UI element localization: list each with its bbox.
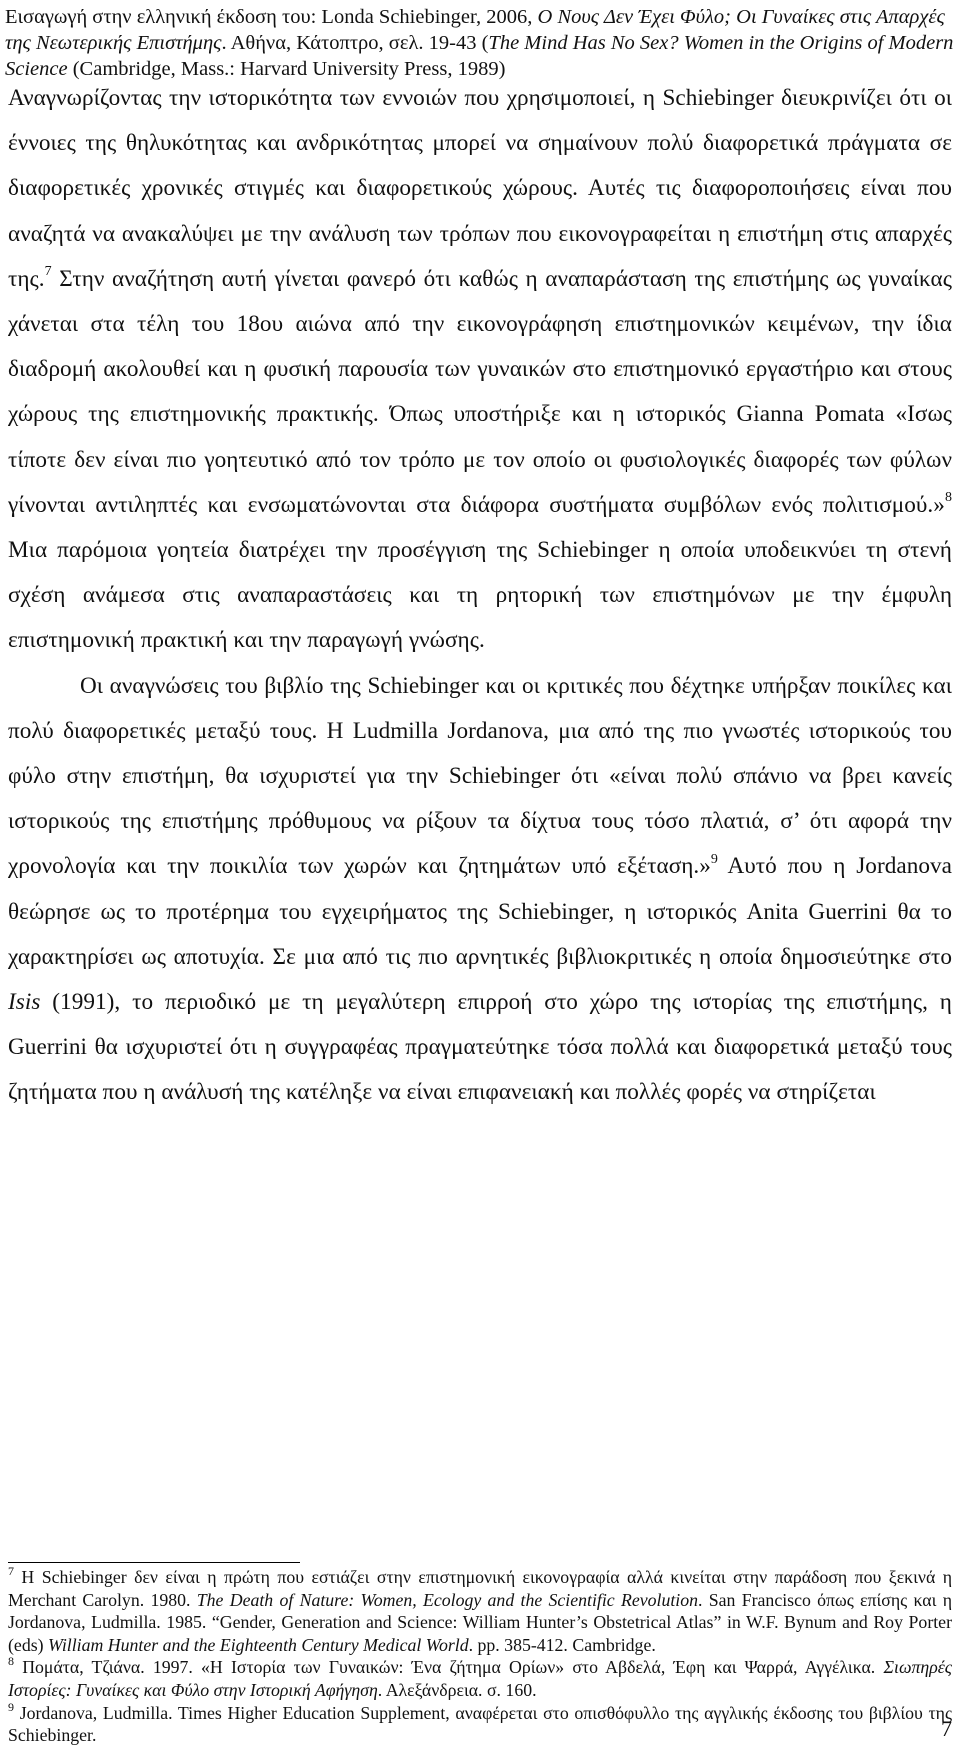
paragraph bbox=[8, 76, 952, 664]
footnote-title: The Death of Nature: Women, Ecology and the Scientific Revolution bbox=[196, 1589, 699, 1610]
footnote bbox=[8, 1656, 952, 1701]
paragraph-text: Αναγνωρίζοντας την ιστορικότητα των εννοιών που χρησιμοποιεί, η Schiebinger διευκρινίζει ότι οι έννοιες της θηλυκότητας και ανδρικότητας μπορεί να σημαίνουν πολύ διαφορετικά πράγματα σε διαφορετικές χρονικές στιγμές και διαφορετικούς χώρους. Αυτές τις διαφοροποιήσεις είναι που αναζητά να ανακαλύψει με την ανάλυση των τρόπων που εικονογραφείται η επιστήμη στις απαρχές της. bbox=[8, 85, 952, 292]
footnote-text: . San Francisco όπως επίσης και η Jordanova, Ludmilla. 1985. “Gender, Generation and Science: William Hunter’s Obstetrical Atlas” in W.F. Bynum and Roy Porter (eds) bbox=[8, 1589, 952, 1655]
header-english-title: The Mind Has No Sex? Women in the Origins of Modern Science bbox=[5, 32, 954, 80]
footnote-ref-8[interactable]: 8 bbox=[944, 490, 952, 506]
footnote-number: 7 bbox=[8, 1564, 14, 1579]
footnote-text: Πομάτα, Τζιάνα. 1997. «Η Ιστορία των Γυναικών: Ένα ζήτημα Ορίων» στο Αβδελά, Έφη και Ψαρρά, Αγγέλικα. bbox=[14, 1657, 884, 1678]
header-text: (Cambridge, Mass.: Harvard University Press, 1989) bbox=[67, 58, 506, 80]
paragraph bbox=[8, 664, 952, 1116]
footnote-ref-9[interactable]: 9 bbox=[710, 851, 718, 867]
header-greek-title: Ο Νους Δεν Έχει Φύλο; Οι Γυναίκες στις Απαρχές της Νεωτερικής Επιστήμης bbox=[5, 6, 945, 54]
footnote bbox=[8, 1699, 952, 1747]
header-text: . Αθήνα, Κάτοπτρο, σελ. 19-43 ( bbox=[221, 32, 489, 54]
footnote bbox=[8, 1566, 952, 1656]
paragraph-text: Οι αναγνώσεις του βιβλίο της Schiebinger και οι κριτικές που δέχτηκε υπήρξαν ποικίλες και πολύ διαφορετικές μεταξύ τους. Η Ludmilla Jordanova, μια από της πιο γνωστές ιστορικούς του φύλο στην επιστήμη, θα ισχυριστεί για την Schiebinger ότι «είναι πολύ σπάνιο να βρει κανείς ιστορικούς της επιστήμης πρόθυμους να ρίξουν τα δίχτυα τους τόσο πλατιά, σ’ ότι αφορά την χρονολογία και την ποικιλία των χωρών και ζητημάτων υπό εξέταση.» bbox=[8, 672, 952, 880]
header-text: Εισαγωγή στην ελληνική έκδοση του: Londa Schiebinger, 2006, bbox=[5, 6, 538, 28]
footnote-text: Jordanova, Ludmilla. Times Higher Education Supplement, αναφέρεται στο οπισθόφυλλο της αγγλικής έκδοσης του βιβλίου της Schiebinger. bbox=[8, 1702, 952, 1746]
footnote-text: . Αλεξάνδρεια. σ. 160. bbox=[377, 1679, 537, 1700]
footnote-number: 8 bbox=[8, 1654, 14, 1669]
main-text bbox=[8, 76, 952, 1116]
footnote-text: . pp. 385-412. Cambridge. bbox=[468, 1634, 656, 1655]
footnote-separator bbox=[8, 1562, 300, 1563]
footnotes bbox=[8, 1566, 952, 1747]
running-header bbox=[5, 4, 955, 82]
footnote-title: William Hunter and the Eighteenth Century Medical World bbox=[48, 1634, 469, 1655]
journal-title: Isis bbox=[8, 989, 41, 1016]
footnote-text: Η Schiebinger δεν είναι η πρώτη που εστιάζει στην επιστημονική εικονογραφία αλλά κινείται στην παράδοση που ξεκινά η Merchant Carolyn. 1980. bbox=[8, 1567, 952, 1610]
footnote-title: Σιωπηρές Ιστορίες: Γυναίκες και Φύλο στην Ιστορική Αφήγηση bbox=[8, 1657, 952, 1700]
paragraph-text: Μια παρόμοια γοητεία διατρέχει την προσέγγιση της Schiebinger η οποία υποδεικνύει τη στενή σχέση ανάμεσα στις αναπαραστάσεις και τη ρητορική των επιστημόνων με την έμφυλη επιστημονική πρακτική και την παραγωγή γνώσης. bbox=[8, 537, 952, 654]
paragraph-text: Αυτό που η Jordanova θεώρησε ως το προτέρημα του εγχειρήματος της Schiebinger, η ιστορικός Anita Guerrini θα το χαρακτηρίσει ως αποτυχία. Σε μια από τις πιο αρνητικές βιβλιοκριτικές η οποία δημοσιεύτηκε στο bbox=[8, 853, 952, 970]
paragraph-text: Στην αναζήτηση αυτή γίνεται φανερό ότι καθώς η αναπαράσταση της επιστήμης ως γυναίκας χάνεται στα τέλη του 18ου αιώνα από την εικονογράφηση επιστημονικών κειμένων, την ίδια διαδρομή ακολουθεί και η φυσική παρουσία των γυναικών στο επιστημονικό εργαστήριο και στους χώρους της επιστημονικής πρακτικής. Όπως υποστήριξε και η ιστορικός Gianna Pomata «Ισως τίποτε δεν είναι πιο γοητευτικό από τον τρόπο με τον οποίο οι φυσιολογικές διαφορές των φύλων γίνονται αντιληπτές και ενσωματώνονται στα διάφορα συστήματα συμβόλων ενός πολιτισμού.» bbox=[8, 265, 952, 518]
page-number: 7 bbox=[941, 1716, 952, 1741]
footnote-number: 9 bbox=[8, 1699, 14, 1714]
paragraph-text: (1991), το περιοδικό με τη μεγαλύτερη επιρροή στο χώρο της ιστορίας της επιστήμης, η Guerrini θα ισχυριστεί ότι η συγγραφέας πραγματεύτηκε τόσα πολλά και διαφορετικά μεταξύ τους ζητήματα που η ανάλυσή της κατέληξε να είναι επιφανειακή και πολλές φορές να στηρίζεται bbox=[8, 989, 952, 1106]
footnote-ref-7[interactable]: 7 bbox=[44, 264, 52, 280]
